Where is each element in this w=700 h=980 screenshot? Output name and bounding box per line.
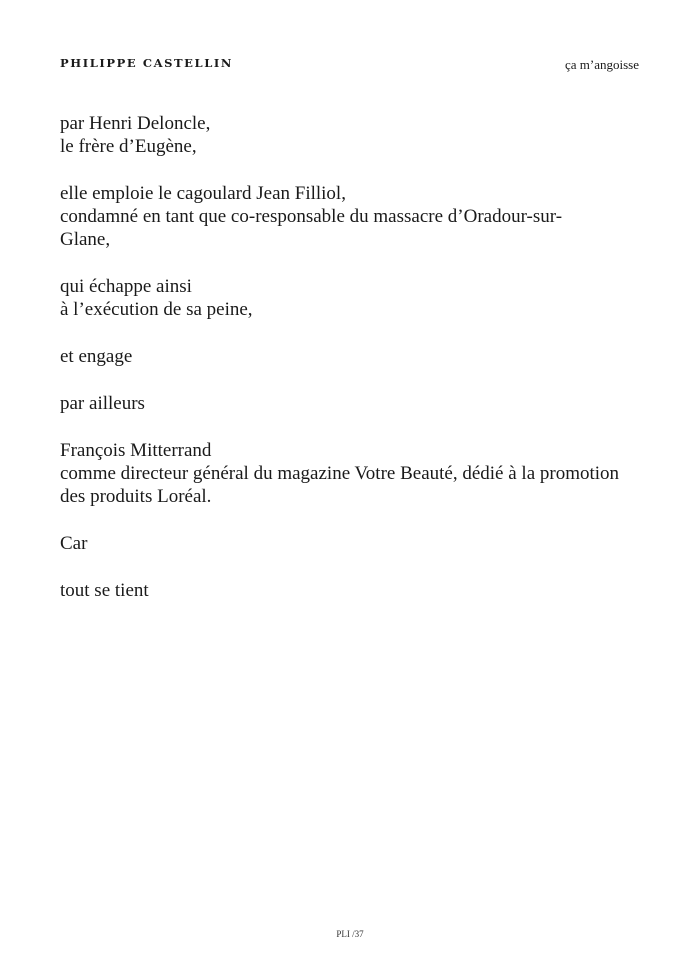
stanza xyxy=(60,112,650,158)
header-author: PHILIPPE CASTELLIN xyxy=(60,56,233,70)
poem-line: le frère d’Eugène, xyxy=(60,136,197,157)
poem-line: condamné en tant que co-responsable du massacre d’Oradour-sur- xyxy=(60,206,563,227)
poem-line: tout se tient xyxy=(60,580,149,601)
poem-line: François Mitterrand xyxy=(60,440,212,461)
stanza xyxy=(60,275,650,321)
header-title: ça m’angoisse xyxy=(564,57,639,72)
poem-line: comme directeur général du magazine Votre Beauté, dédié à la promotion xyxy=(60,463,620,484)
poem-line: par ailleurs xyxy=(60,393,145,414)
poem-line: qui échappe ainsi xyxy=(60,276,192,297)
poem-line: Glane, xyxy=(60,229,111,250)
poem-line: à l’exécution de sa peine, xyxy=(60,299,253,320)
poem-line: elle emploie le cagoulard Jean Filliol, xyxy=(60,183,346,204)
page-number: PLI /37 xyxy=(336,929,364,939)
stanza xyxy=(60,439,650,508)
poem-line: Car xyxy=(60,533,88,554)
poem-line: et engage xyxy=(60,346,133,367)
stanza xyxy=(60,345,650,368)
poem-body xyxy=(60,112,650,626)
poem-line: des produits Loréal. xyxy=(60,486,212,507)
stanza xyxy=(60,392,650,415)
poem-line: par Henri Deloncle, xyxy=(60,113,211,134)
stanza xyxy=(60,579,650,602)
stanza xyxy=(60,182,650,251)
stanza xyxy=(60,532,650,555)
